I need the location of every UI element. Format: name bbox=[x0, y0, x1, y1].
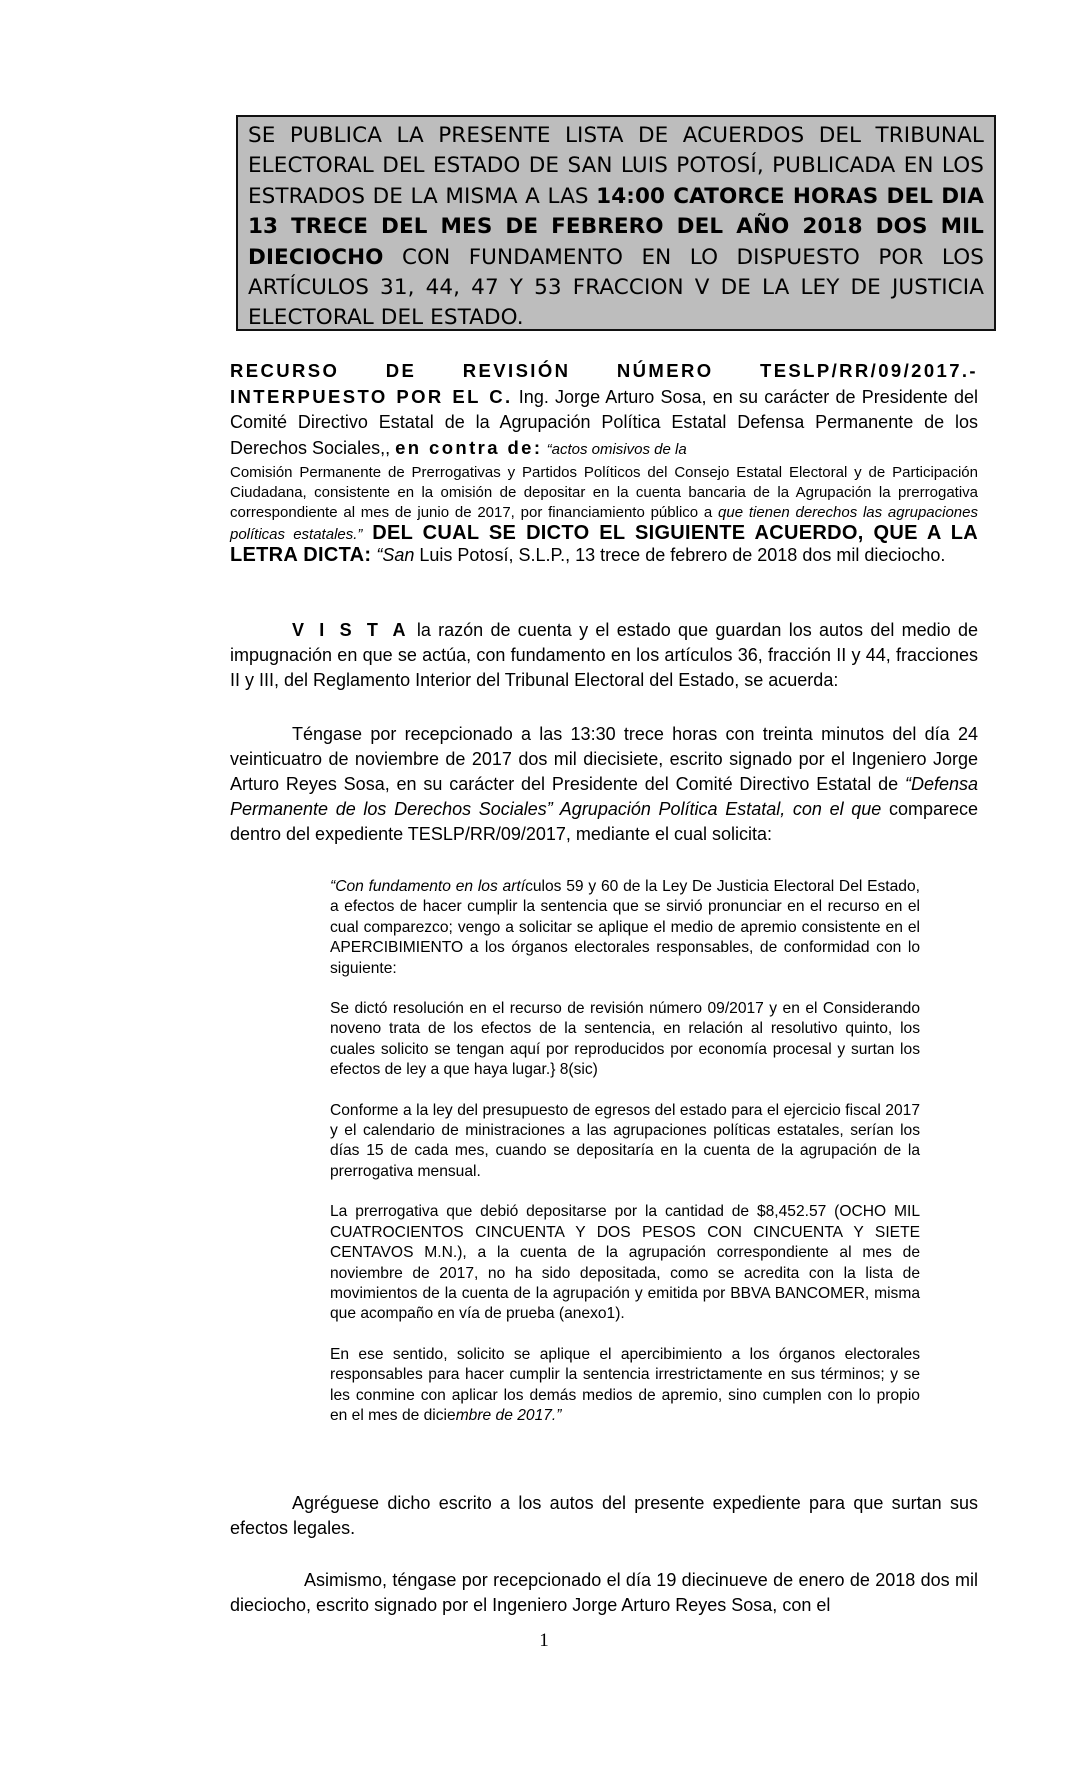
quote-italic-end: mbre de 2017.” bbox=[455, 1406, 562, 1424]
vista-label: V I S T A bbox=[292, 620, 410, 640]
vista-text: la razón de cuenta y el estado que guardan los autos del medio de impugnación en que se actúa, con fundamento en los artículos 36, fracción II y 44, fracciones II y III, del Reglamento Interior del Tribunal Electoral del Estado, se acuerda: bbox=[230, 620, 979, 690]
tengase-paragraph bbox=[230, 722, 978, 847]
case-number: RECURSO DE REVISIÓN NÚMERO TESLP/RR/09/2017.- INTERPUESTO POR EL C. bbox=[230, 360, 978, 407]
promovente: Ing. Jorge Arturo Sosa, en su carácter de Presidente del Comité Directivo Estatal de la Agrupación Política Estatal Defensa Permanente de los Derechos Sociales,, bbox=[230, 387, 978, 458]
agreguese-paragraph: Agréguese dicho escrito a los autos del presente expediente para que surtan sus efectos legales. bbox=[230, 1493, 978, 1538]
quote-paragraph-4: La prerrogativa que debió depositarse por la cantidad de $8,452.57 (OCHO MIL CUATROCIENTOS CINCUENTA Y DOS PESOS CON CINCUENTA Y SIETE CENTAVOS M.N.), a la cuenta de la agrupación correspondiente al mes de noviembre de 2017, no ha sido depositada, como se acredita con la lista de movimientos de la cuenta de la agrupación y emitida por BBVA BANCOMER, misma que acompaño en vía de prueba (anexo1). bbox=[330, 1203, 920, 1323]
notice-text: SE PUBLICA LA PRESENTE LISTA DE ACUERDOS DEL TRIBUNAL ELECTORAL DEL ESTADO DE SAN LUIS POTOSÍ, PUBLICADA EN LOS ESTRADOS DE LA MISMA A LAS bbox=[248, 123, 984, 209]
quote-paragraph-3: Conforme a la ley del presupuesto de egresos del estado para el ejercicio fiscal 2017 y el calendario de ministraciones a las agrupaciones políticas estatales, serían los días 15 de cada mes, cuando se depositaría en la cuenta de la agrupación de la prerrogativa mensual. bbox=[330, 1101, 920, 1180]
quote-text-1: culos 59 y 60 de la Ley De Justicia Electoral Del Estado, a efectos de hacer cumplir la sentencia que se sirvió pronunciar en el recurso en el cual comparezco; vengo a solicitar se aplique el medio de apremio consistente en el APERCIBIMIENTO a los órganos electorales responsables, de conformidad con lo siguiente: bbox=[330, 878, 920, 977]
tengase-text-end: comparece dentro del expediente TESLP/RR/09/2017, mediante el cual solicita: bbox=[230, 799, 979, 844]
quote-paragraph-2: Se dictó resolución en el recurso de revisión número 09/2017 y en el Considerando noveno trata de los efectos de la sentencia, en relación al resolutivo quinto, los cuales solicito se tengan aquí por reproducidos por economía procesal y surtan los efectos de ley a que haya lugar.} 8(sic) bbox=[330, 1000, 920, 1079]
vista-paragraph bbox=[230, 618, 978, 693]
asimismo-paragraph: Asimismo, téngase por recepcionado el día 19 diecinueve de enero de 2018 dos mil dieciocho, escrito signado por el Ingeniero Jorge Arturo Reyes Sosa, con el bbox=[230, 1570, 978, 1615]
acts-description-end: que tienen derechos las agrupaciones políticas estatales.” bbox=[230, 504, 978, 543]
case-heading bbox=[230, 358, 978, 567]
agreement-intro: DEL CUAL SE DICTO EL SIGUIENTE ACUERDO, QUE A LA LETRA DICTA: bbox=[230, 522, 978, 566]
quote-paragraph-5 bbox=[330, 1345, 920, 1427]
acts-description: Comisión Permanente de Prerrogativas y Partidos Políticos del Consejo Estatal Electoral y de Participación Ciudadana, consistente en la omisión de depositar en la cuenta bancaria de la Agrupación la prerrogativa correspondiente al mes de junio de 2017, por financiamiento público a bbox=[230, 464, 978, 521]
date-text: Luis Potosí, S.L.P., 13 trece de febrero de 2018 dos mil dieciocho. bbox=[414, 545, 946, 565]
tengase-text: Téngase por recepcionado a las 13:30 trece horas con treinta minutos del día 24 veinticuatro de noviembre de 2017 dos mil diecisiete, escrito signado por el Ingeniero Jorge Arturo Reyes Sosa, en su carácter del Presidente del Comité Directivo Estatal de bbox=[230, 724, 978, 794]
quote-paragraph-1 bbox=[330, 877, 920, 979]
date-italic: “San bbox=[371, 545, 415, 565]
quote-text-5: En ese sentido, solicito se aplique el apercibimiento a los órganos electorales responsables para hacer cumplir la sentencia irrestrictamente en sus términos; y se les conmine con aplicar los demás medios de apremio, sino cumplen con lo propio en el mes de dicie bbox=[330, 1345, 920, 1424]
notice-text-end: CON FUNDAMENTO EN LO DISPUESTO POR LOS ARTÍCULOS 31, 44, 47 Y 53 FRACCION V DE LA LEY DE JUSTICIA ELECTORAL DEL ESTADO. bbox=[248, 244, 984, 331]
quote-italic-start: “Con fundamento en los artí bbox=[330, 878, 526, 895]
tengase-italic: “Defensa Permanente de los Derechos Sociales” Agrupación Política Estatal, con el que bbox=[230, 774, 978, 819]
en-contra-label: en contra de: bbox=[395, 437, 543, 458]
notice-date-bold: 14:00 CATORCE HORAS DEL DIA 13 TRECE DEL MES DE FEBRERO DEL AÑO 2018 DOS MIL DIECIOCHO bbox=[248, 183, 984, 270]
acts-italic: “actos omisivos de la bbox=[542, 441, 687, 458]
quoted-request bbox=[330, 877, 920, 1446]
publication-notice-box bbox=[236, 115, 996, 331]
page-number: 1 bbox=[539, 1630, 549, 1651]
